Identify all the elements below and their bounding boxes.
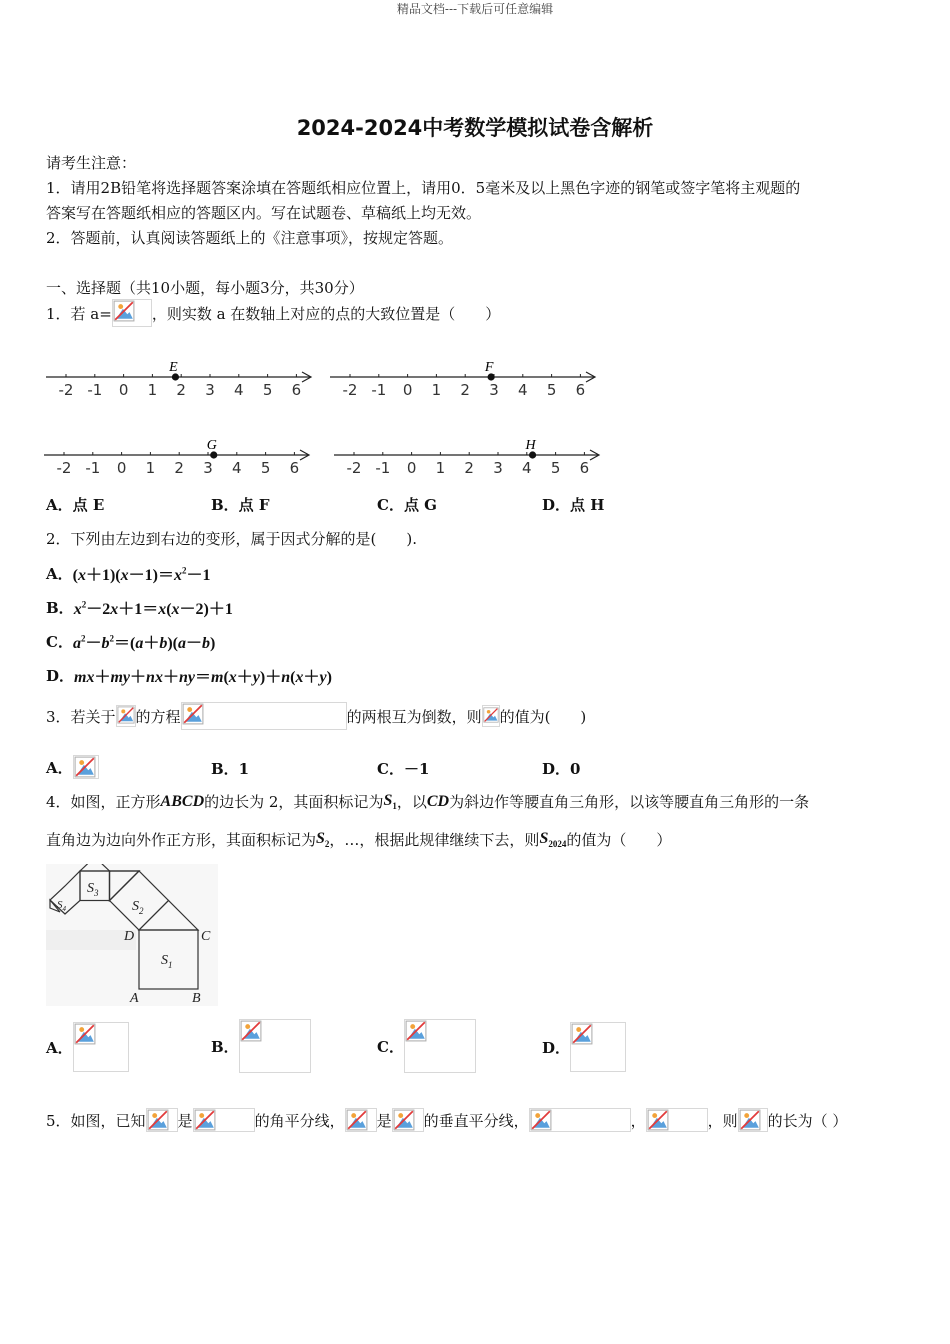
q3-option-b: B．1 <box>211 760 250 778</box>
q4-text: 的值为（ ） <box>566 831 672 849</box>
option-letter: B． <box>211 1037 239 1056</box>
q3-text-3: 的两根互为倒数，则 <box>346 707 482 726</box>
tick-label: 4 <box>522 459 532 477</box>
formula-image <box>529 1108 631 1132</box>
label-a: A <box>130 991 139 1006</box>
q1-option-d: D．点 H <box>542 496 605 514</box>
option-letter: A． <box>46 1038 73 1057</box>
tick-label: 2 <box>464 459 474 477</box>
formula-image <box>392 1108 424 1132</box>
q1-suffix: ，则实数 a 在数轴上对应的点的大致位置是（ ） <box>151 304 501 323</box>
tick-label: -2 <box>342 381 358 399</box>
q5-text: ，则 <box>707 1111 738 1130</box>
q4-text: 直角边为边向外作正方形，其面积标记为 <box>46 831 317 849</box>
label-d: D <box>124 929 135 944</box>
formula-image <box>112 299 152 327</box>
q5-text: 5．如图，已知 <box>46 1111 146 1130</box>
question-4-line-2 <box>46 829 671 850</box>
formula-image <box>193 1108 255 1132</box>
number-line-g <box>44 438 309 477</box>
q4-var-s2024: $S_{2024}$ <box>539 829 567 850</box>
tick-label: 2 <box>176 381 186 399</box>
q4-text: ，…，根据此规律继续下去，则 <box>329 831 540 849</box>
q2-option-c <box>46 630 215 653</box>
formula-image <box>116 705 136 727</box>
formula-d: mx＋my＋nx＋ny＝m(x＋y)＋n(x＋y) <box>74 669 332 686</box>
q4-var-abcd: ABCD <box>160 792 205 810</box>
q4-text: 4．如图，正方形 <box>46 793 161 811</box>
number-line-h <box>334 438 599 477</box>
q5-text: 的长为（ ） <box>767 1111 848 1130</box>
q1-option-c: C．点 G <box>377 496 437 514</box>
tick-label: 4 <box>234 381 244 399</box>
q3-text-2: 的方程 <box>135 707 181 726</box>
notice-heading: 请考生注意： <box>46 154 137 172</box>
tick-label: 6 <box>291 381 302 399</box>
notice-line-2: 2．答题前，认真阅读答题纸上的《注意事项》，按规定答题。 <box>46 229 454 247</box>
formula-b: $x^2-2x+1=x(x-2)+1$ <box>73 599 233 618</box>
option-letter: D． <box>46 667 75 685</box>
label-s4: $S_4$ <box>57 899 66 913</box>
tick-label: 5 <box>550 459 561 477</box>
tick-label: -1 <box>375 459 391 477</box>
tick-label: 6 <box>575 381 586 399</box>
q4-option-a <box>46 1022 129 1072</box>
q4-text: 为斜边作等腰直角三角形，以该等腰直角三角形的一条 <box>449 793 810 811</box>
tick-label: 3 <box>205 381 215 399</box>
option-letter: C． <box>46 633 73 651</box>
section-heading: 一、选择题（共10小题，每小题3分，共30分） <box>46 279 364 297</box>
tick-label: -2 <box>56 459 72 477</box>
number-line-figure <box>40 355 610 505</box>
tick-label: 1 <box>145 459 156 477</box>
tick-label: 0 <box>118 381 129 399</box>
formula-image <box>146 1108 178 1132</box>
q4-var-s1: $S_1$ <box>383 791 397 812</box>
formula-image <box>181 702 347 730</box>
point-label: E <box>169 360 178 375</box>
label-c: C <box>201 929 211 944</box>
tick-label: 6 <box>579 459 590 477</box>
question-1-stem <box>46 298 500 328</box>
question-3-stem <box>46 700 586 732</box>
tick-label: -1 <box>85 459 101 477</box>
point-label: F <box>484 360 494 375</box>
option-letter: B． <box>46 599 74 617</box>
formula-a: $(x+1)(x-1)=x^2-1$ <box>72 565 211 584</box>
q5-text: ， <box>630 1111 646 1130</box>
question-4-line-1 <box>46 791 809 812</box>
q5-text: 是 <box>177 1111 193 1130</box>
q5-text: 是 <box>376 1111 392 1130</box>
notice-line-1b: 答案写在答题纸相应的答题区内。写在试题卷、草稿纸上均无效。 <box>46 204 482 222</box>
point-label: G <box>206 438 217 453</box>
tick-label: 2 <box>460 381 470 399</box>
tick-label: -2 <box>58 381 74 399</box>
tick-label: 0 <box>402 381 413 399</box>
tick-label: 1 <box>431 381 442 399</box>
question-5-stem <box>46 1104 847 1136</box>
formula-image <box>404 1019 476 1073</box>
q2-option-a <box>46 562 211 585</box>
formula-image <box>482 705 500 727</box>
tick-label: 3 <box>489 381 499 399</box>
formula-image <box>738 1108 768 1132</box>
q1-prefix: 1．若 a= <box>46 304 112 323</box>
tick-label: 6 <box>289 459 300 477</box>
formula-image <box>239 1019 311 1073</box>
number-line-f <box>330 360 595 399</box>
tick-label: -1 <box>371 381 387 399</box>
squares-figure <box>46 864 218 1006</box>
page-header: 精品文档---下载后可任意编辑 <box>396 2 554 16</box>
tick-label: 4 <box>518 381 528 399</box>
option-letter: C． <box>377 1037 404 1056</box>
q3-option-a <box>46 755 99 779</box>
tick-label: 3 <box>493 459 503 477</box>
q4-option-d <box>542 1022 626 1072</box>
point-label: H <box>525 438 536 453</box>
formula-image <box>646 1108 708 1132</box>
q3-option-d: D．0 <box>542 760 581 778</box>
tick-label: 3 <box>203 459 213 477</box>
q4-var-s2: $S_2$ <box>316 829 330 850</box>
tick-label: 1 <box>147 381 158 399</box>
formula-c: $a^2-b^2=(a+b)(a-b)$ <box>72 633 216 652</box>
label-s1: $S_1$ <box>161 953 173 970</box>
label-s3: $S_3$ <box>87 881 99 898</box>
option-letter: D． <box>542 1038 571 1057</box>
q2-option-d <box>46 664 332 687</box>
notice-line-1: 1．请用2B铅笔将选择题答案涂填在答题纸相应位置上，请用0．5毫米及以上黑色字迹的钢笔或签字笔将主观题的 <box>46 179 801 197</box>
tick-label: 5 <box>260 459 271 477</box>
q5-text: 的角平分线， <box>254 1111 345 1130</box>
q2-option-b <box>46 596 233 619</box>
question-2-stem: 2．下列由左边到右边的变形，属于因式分解的是( ). <box>46 530 418 548</box>
q4-option-c <box>377 1019 476 1073</box>
tick-label: -2 <box>346 459 362 477</box>
formula-image <box>345 1108 377 1132</box>
q5-text: 的垂直平分线， <box>423 1111 529 1130</box>
q3-text-4: 的值为( ) <box>499 707 587 726</box>
tick-label: 0 <box>406 459 417 477</box>
tick-label: 5 <box>546 381 557 399</box>
label-s2: $S_2$ <box>132 899 144 916</box>
q4-var-cd: CD <box>426 792 450 810</box>
q4-text: ，以 <box>396 793 427 811</box>
label-b: B <box>192 991 201 1006</box>
formula-image <box>73 1022 129 1072</box>
formula-image <box>73 755 99 779</box>
tick-label: 4 <box>232 459 242 477</box>
formula-image <box>570 1022 626 1072</box>
q3-option-c: C．－1 <box>377 760 430 778</box>
q3-text-1: 3．若关于 <box>46 707 116 726</box>
q1-option-a: A．点 E <box>46 496 105 514</box>
number-line-e <box>46 360 311 399</box>
q1-option-b: B．点 F <box>211 496 270 514</box>
tick-label: 0 <box>116 459 127 477</box>
tick-label: -1 <box>87 381 103 399</box>
tick-label: 5 <box>262 381 273 399</box>
option-letter: A． <box>46 758 73 777</box>
option-letter: A． <box>46 565 73 583</box>
page-title: 2024-2024中考数学模拟试卷含解析 <box>296 116 654 140</box>
tick-label: 2 <box>174 459 184 477</box>
number-lines <box>44 360 599 477</box>
q4-text: 的边长为 2，其面积标记为 <box>204 793 384 811</box>
q4-option-b <box>211 1019 311 1073</box>
tick-label: 1 <box>435 459 446 477</box>
